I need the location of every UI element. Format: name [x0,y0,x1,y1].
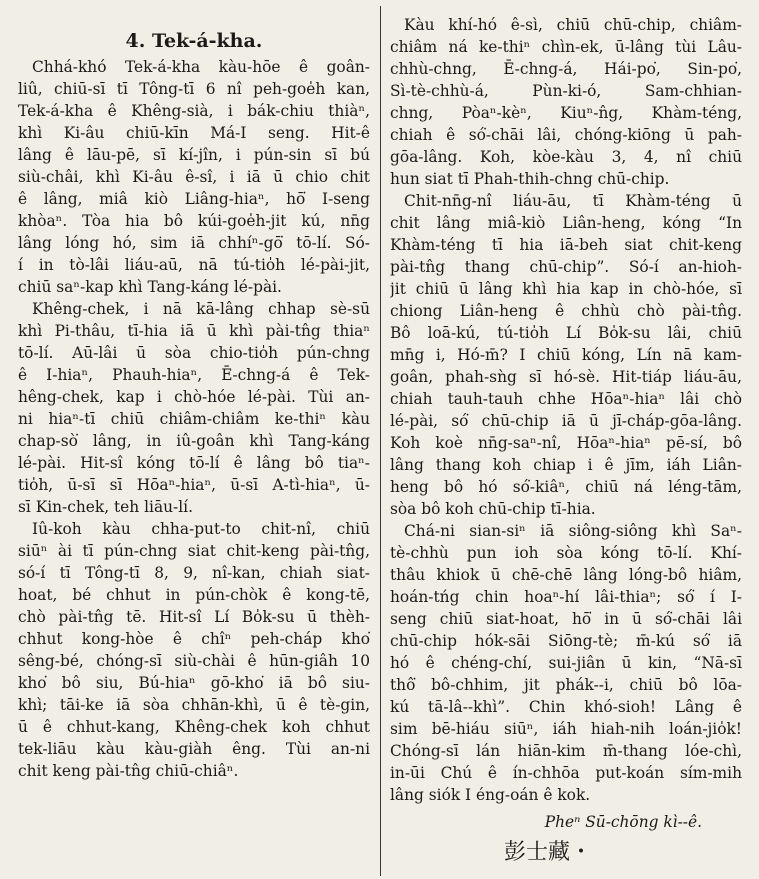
text-line: kho͘ bô siu, Bú-hiaⁿ gō-kho͘ iā bô siu- [18,674,370,692]
text-line: Tek-á-kha ê Khêng-sià, i bák-chiu thiàⁿ, [18,102,370,120]
paragraph-4 [390,14,742,190]
text-line: tek-liāu kàu kàu-giàh êng. Tùi an-ni [18,740,370,758]
text-line: tè-chhù pun ioh sòa kóng tō-lí. Khí- [390,544,742,562]
text-line: Koh koè nn̄g-saⁿ-nî, Hōaⁿ-hiaⁿ pē-sí, bô [390,434,742,452]
left-column [18,14,370,782]
text-line: goân, phah-sǹg sī hó-sè. Hit-tiáp liáu-āu, [390,368,742,386]
right-column [390,14,742,868]
text-line: seng chiū siat-hoat, hō͘ in ū só͘-chāi lâi [390,610,742,628]
text-line: lé-pài. Hit-sî kóng tō-lí ê lâng bô tiaⁿ- [18,454,370,472]
text-line: Chit-nn̄g-nî liáu-āu, tī Khàm-téng ū [404,192,742,210]
text-line: lé-pài, só͘ chū-chip iā ū jī-cháp-gōa-lâng. [390,412,742,430]
text-line: Bô loā-kú, tú-tio̍h Lí Bo̍k-su lâi, chiū [390,324,742,342]
paragraph-2 [18,298,370,518]
text-line: chit lâng miâ-kiò Liân-heng, kóng “In [390,214,742,232]
text-line: Chá-ni sian-siⁿ iā siông-siông khì Saⁿ- [404,522,742,540]
text-line: ni hiaⁿ-tī chiū chiâm-chiâm ke-thiⁿ kàu [18,410,370,428]
text-line: chò pài-tn̂g tē. Hit-sî Lí Bo̍k-su ū thèh- [18,608,370,626]
text-line: chiah tauh-tauh chhe Hōaⁿ-hiaⁿ lâi chò [390,390,742,408]
text-line: heng bô hó só͘-kiâⁿ, chiū ná léng-tām, [390,478,742,496]
text-line: sòa bô koh chū-chip tī-hia. [390,500,596,518]
text-line: mn̄g i, Hó-m̄? I chiū kóng, Lín nā kam- [390,346,742,364]
text-line: chit keng pài-tn̂g chiū-chiâⁿ. [18,762,239,780]
text-line: kú tā-lâ--khì”. Chin khó-sioh! Lâng ê [390,698,742,716]
text-line: pài-tn̂g thang chū-chip”. Só-í an-hioh- [390,258,742,276]
text-line: hêng-chek, kap i chò-hóe lé-pài. Tùi an- [18,388,370,406]
text-line: chng, Pòaⁿ-kèⁿ, Kiuⁿ-n̂g, Khàm-téng, [390,104,742,122]
paragraph-3 [18,518,370,782]
text-line: Sì-tè-chhù-á, Pùn-ki-ó, Sam-chhian- [390,82,742,100]
text-line: Chóng-sī lán hiān-kim m̄-thang lóe-chì, [390,742,742,760]
text-line: chiū saⁿ-kap khì Tang-káng lé-pài. [18,278,282,296]
text-line: hó ê chéng-chí, sui-jiân ū kin, “Nā-sī [390,654,742,672]
text-line: hun siat tī Phah-thih-chng chū-chip. [390,170,670,188]
paragraph-1 [18,56,370,298]
text-line: ê I-hiaⁿ, Phauh-hiaⁿ, Ē-chng-á ê Tek- [18,366,370,384]
text-line: chiong Liân-heng ê chhù chò pài-tn̂g. [390,302,742,320]
text-line: liû, chiū-sī tī Tông-tī 6 nî peh-goe̍h kan, [18,80,370,98]
text-line: siù-châi, khì Ki-âu ê-sî, i iā ū chio chit [18,168,370,186]
text-line: khì; tāi-ke iā sòa chhān-khì, ū ê tè-gin, [18,696,370,714]
article-title: 4. Tek-á-kha. [125,30,263,52]
text-line: thô͘ bô-chhim, jit phák--i, chiū bô lōa- [390,676,742,694]
text-line: Chhá-khó Tek-á-kha kàu-hōe ê goân- [32,58,370,76]
text-line: lâng ê lāu-pē, sī kí-jîn, i pún-sin sī bú [18,146,370,164]
text-line: tō-lí. Aū-lâi ū sòa chio-tio̍h pún-chng [18,344,370,362]
text-line: khòaⁿ. Tòa hia bô kúi-goe̍h-jit kú, nn̄g [18,212,370,230]
text-line: chap-sò͘ lâng, in iû-goân khì Tang-káng [18,432,370,450]
text-line: só-í tī Tông-tī 8, 9, nî-kan, chiah siat- [18,564,370,582]
text-line: chū-chip hók-sāi Siōng-tè; m̄-kú só͘ iā [390,632,742,650]
text-line: in-ūi Chú ê ín-chhōa put-koán sím-mih [390,764,742,782]
text-line: ū ê chhut-kang, Khêng-chek koh chhut [18,718,370,736]
text-line: sêng-bé, chóng-sī siù-chài ê hūn-giâh 10 [18,652,370,670]
text-line: sim bē-hiáu siūⁿ, iáh hiah-nih loán-jio̍k! [390,720,742,738]
text-line: lâng siók I éng-oán ê kok. [390,786,591,804]
text-line: Iû-koh kàu chha-put-to chit-nî, chiū [32,520,370,538]
text-line: khì Ki-âu chiū-kīn Má-I seng. Hit-ê [18,124,370,142]
text-line: lâng lóng hó, sim iā chhíⁿ-gō͘ tō-lí. Só- [18,234,370,252]
author-chinese-name: 彭士藏・ [503,840,592,865]
text-line: siūⁿ ài tī pún-chng siat chit-keng pài-tn̂g, [18,542,370,560]
text-line: gōa-lâng. Koh, kòe-kàu 3, 4, nî chiū [390,148,742,166]
column-divider [380,6,381,876]
text-line: tio̍h, ū-sī sī Hōaⁿ-hiaⁿ, ū-sī A-tì-hiaⁿ, ū- [18,476,370,494]
text-line: ê lâng, miâ kiò Liâng-hiaⁿ, hō͘ I-seng [18,190,370,208]
text-line: í in tò-lâi liáu-aū, nā tú-tio̍h lé-pài-jit, [18,256,370,274]
text-line: chiâm ná ke-thiⁿ chìn-ek, ū-lâng tùi Lâu- [390,38,742,56]
text-line: Kàu khí-hó ê-sì, chiū chū-chip, chiâm- [404,16,742,34]
text-line: hoán-tńg chin hoaⁿ-hí lâi-thiaⁿ; só͘ í I- [390,588,742,606]
text-line: chiah ê só͘-chāi lâi, chóng-kiōng ū pah- [390,126,742,144]
text-line: lâng thang koh chiap i ê jīm, iáh Liân- [390,456,742,474]
text-line: thâu khiok ū chē-chē lâng lóng-bô hiâm, [390,566,742,584]
text-line: hoat, bé chhut in pún-chòk ê kong-tē, [18,586,370,604]
text-line: Khàm-téng tī hia iā-beh siat chit-keng [390,236,742,254]
text-line: jit chiū ū lâng khì hia kap in chò-hóe, sī [390,280,742,298]
text-line: sī Kin-chek, teh liāu-lí. [18,498,193,516]
text-line: chhù-chng, Ē-chng-á, Hái-po͘, Sin-po͘, [390,60,742,78]
author-signature: Pheⁿ Sū-chōng kì--ê. [544,813,702,831]
paragraph-6 [390,520,742,806]
text-line: chhut kong-hòe ê chîⁿ peh-cháp kho͘ [18,630,370,648]
paragraph-5 [390,190,742,520]
text-line: Khêng-chek, i nā kā-lâng chhap sè-sū [32,300,370,318]
text-line: khì Pi-thâu, tī-hia iā ū khì pài-tn̂g thiaⁿ [18,322,370,340]
